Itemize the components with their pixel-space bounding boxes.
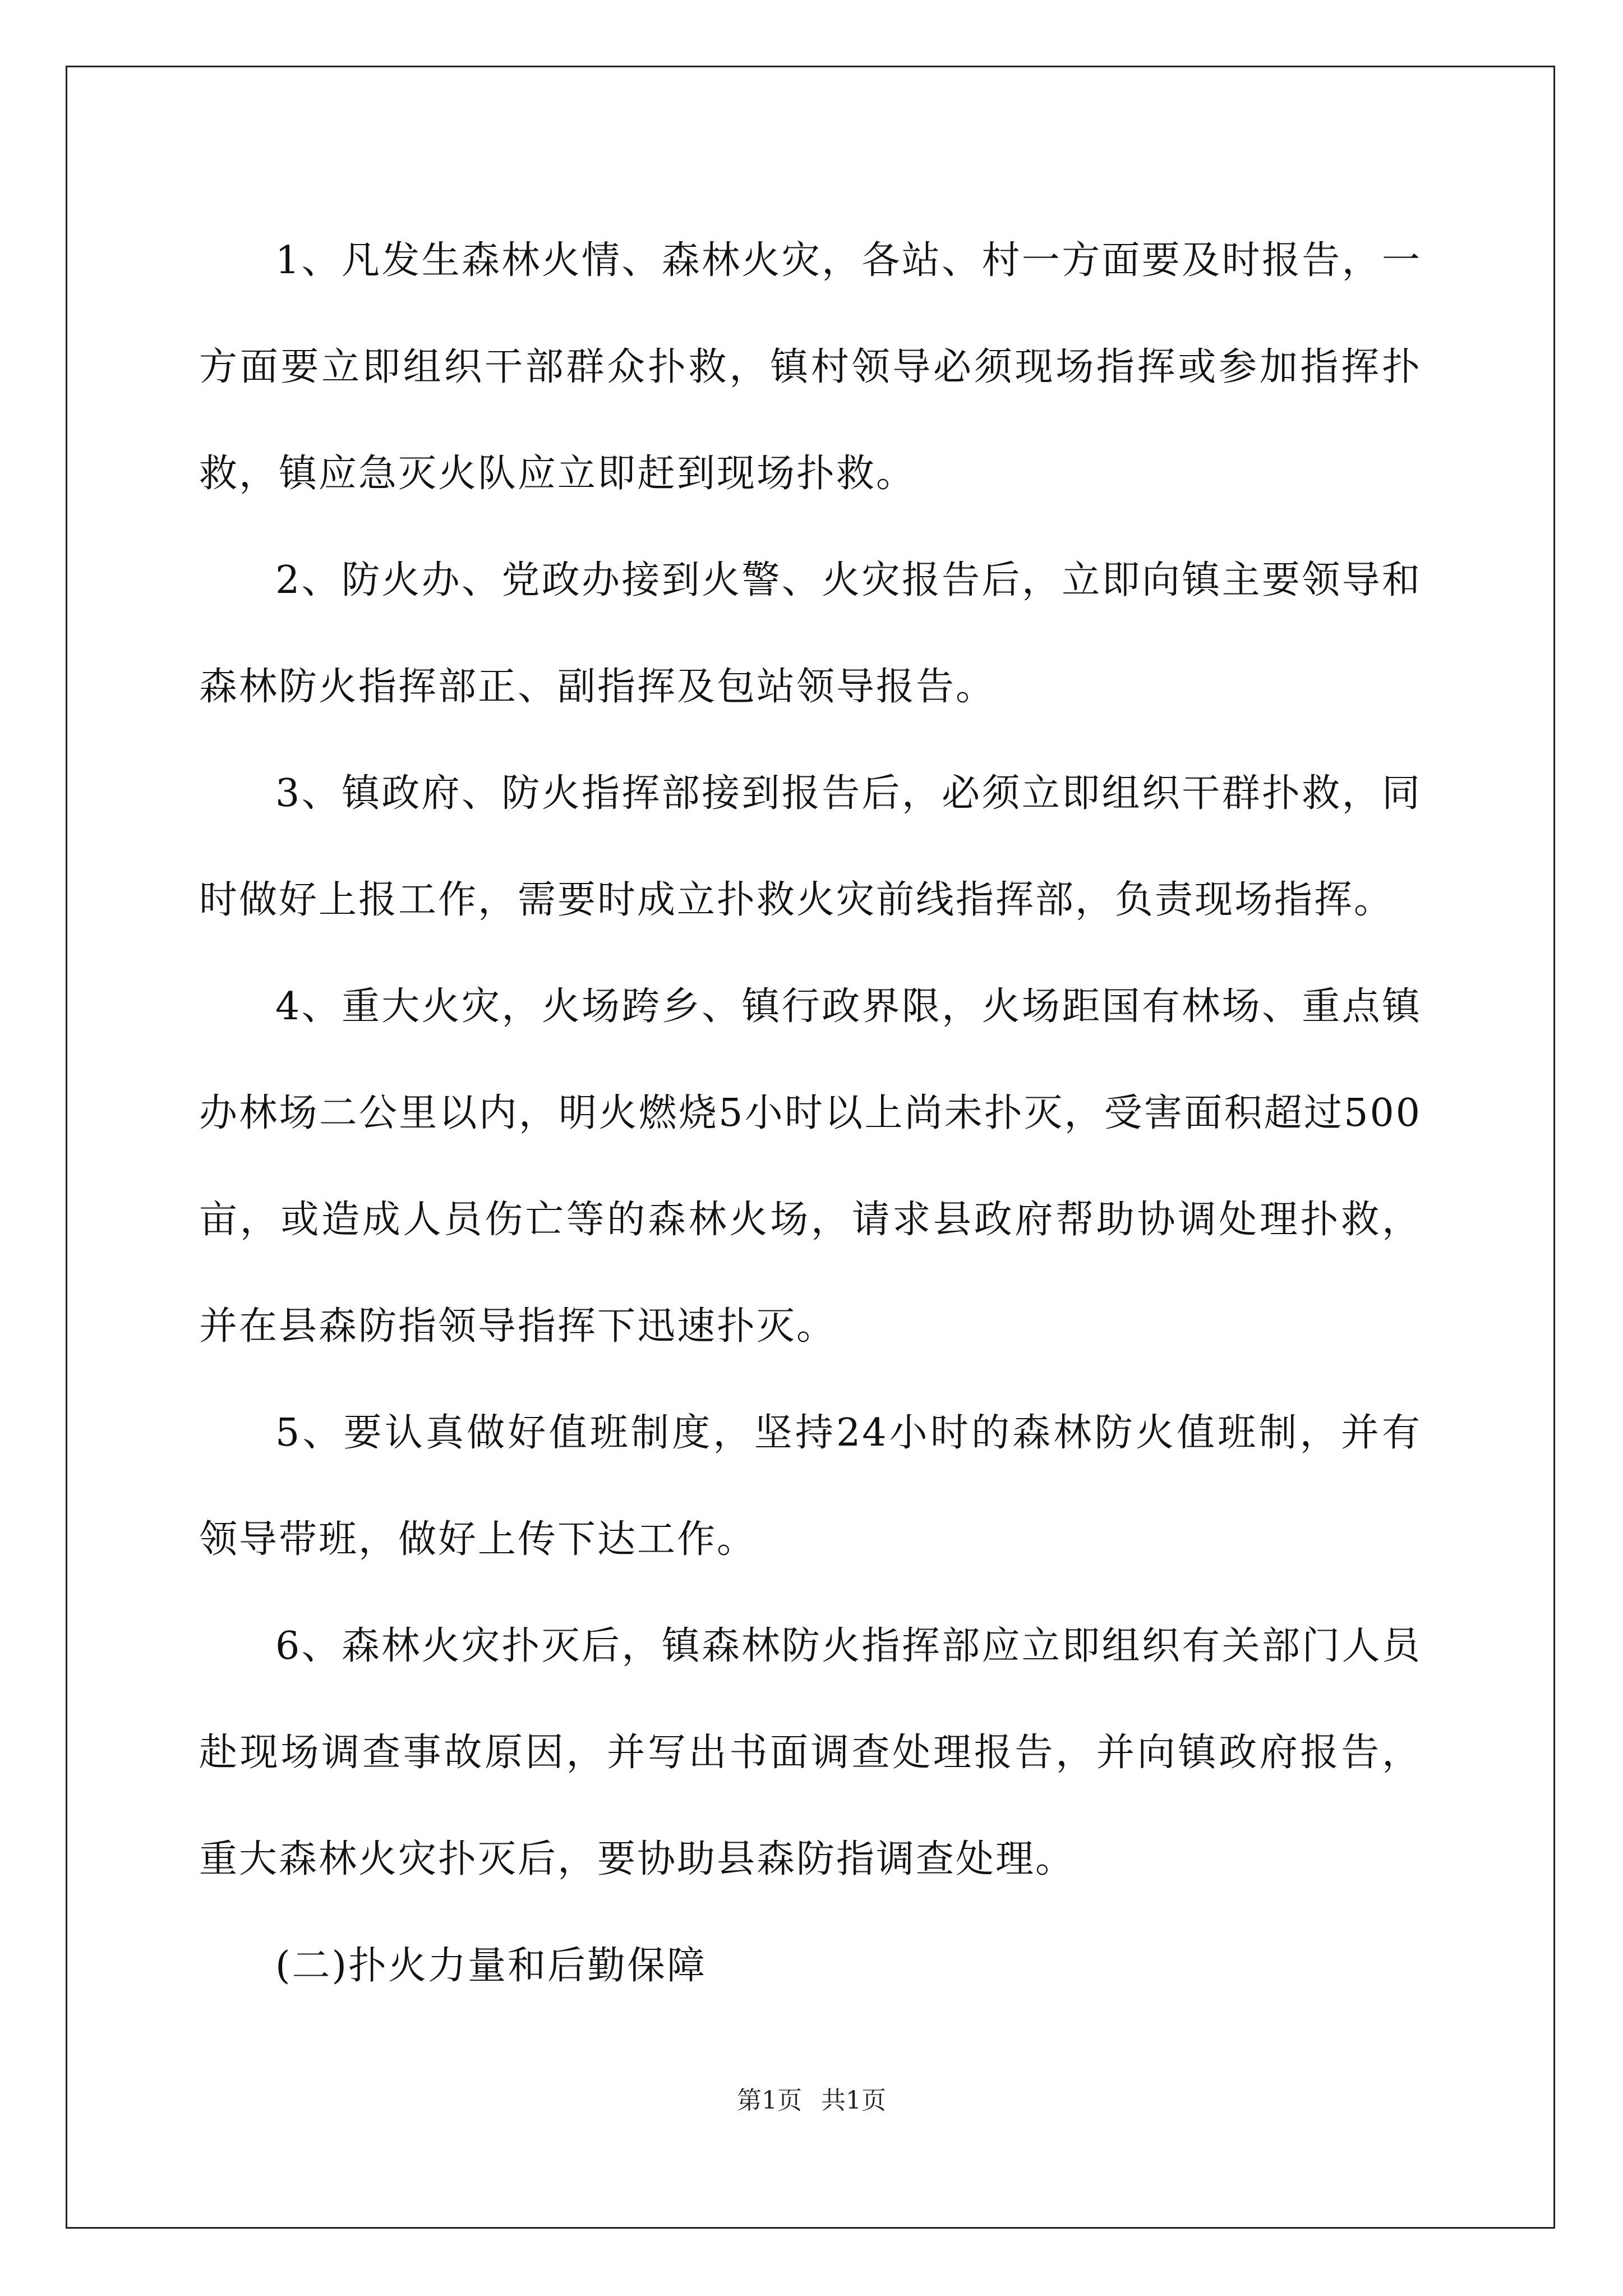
document-body (199, 208, 1422, 2019)
paragraph-5: 5、要认真做好值班制度，坚持24小时的森林防火值班制，并有领导带班，做好上传下达工作。 (199, 1411, 1422, 1562)
paragraph-1: 1、凡发生森林火情、森林火灾，各站、村一方面要及时报告，一方面要立即组织干部群众扑救，镇村领导必须现场指挥或参加指挥扑救，镇应急灭火队应立即赶到现场扑救。 (199, 238, 1422, 496)
section-heading: (二)扑火力量和后勤保障 (275, 1944, 707, 1988)
page-footer (0, 2084, 1623, 2118)
paragraph-4: 4、重大火灾，火场跨乡、镇行政界限，火场距国有林场、重点镇办林场二公里以内，明火燃烧5小时以上尚未扑灭，受害面积超过500亩，或造成人员伤亡等的森林火场，请求县政府帮助协调处理扑救，并在县森防指领导指挥下迅速扑灭。 (199, 984, 1422, 1349)
page-number-total: 共1页 (821, 2086, 886, 2115)
paragraph-3: 3、镇政府、防火指挥部接到报告后，必须立即组织干群扑救，同时做好上报工作，需要时成立扑救火灾前线指挥部，负责现场指挥。 (199, 771, 1422, 922)
paragraph-2: 2、防火办、党政办接到火警、火灾报告后，立即向镇主要领导和森林防火指挥部正、副指挥及包站领导报告。 (199, 558, 1422, 709)
paragraph-6: 6、森林火灾扑灭后，镇森林防火指挥部应立即组织有关部门人员赴现场调查事故原因，并写出书面调查处理报告，并向镇政府报告，重大森林火灾扑灭后，要协助县森防指调查处理。 (199, 1624, 1422, 1881)
page-number-current: 第1页 (737, 2086, 802, 2115)
